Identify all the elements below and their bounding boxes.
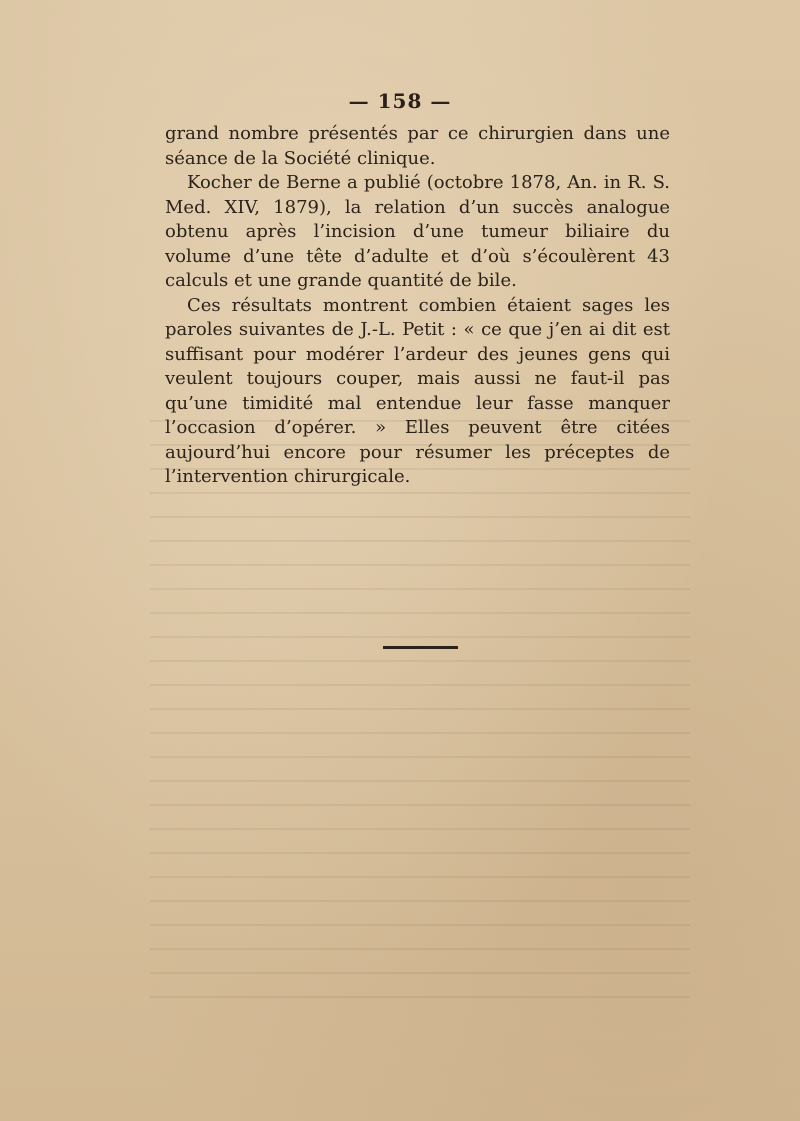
bleed-through-shadow: [150, 420, 690, 1020]
section-end-rule: [383, 646, 458, 649]
paragraph-petit: Ces résultats montrent combien étaient sages les paroles suivantes de J.-L. Petit : « ce que j’en ai dit est suffisant pour modérer l’ardeur des jeunes gens qui veulent toujours couper, mais aussi ne faut-il pas qu’une timidité mal entendue leur fasse manquer l’occasion d’opérer. » Elles peuvent être citées aujourd’hui encore pour résumer les préceptes de l’intervention chirurgicale.: [165, 294, 670, 487]
body-text: [165, 122, 670, 490]
page-number: — 158 —: [348, 89, 452, 113]
paragraph-continuation: grand nombre présentés par ce chirurgien dans une séance de la Société clinique.: [165, 123, 670, 169]
paragraph-kocher: Kocher de Berne a publié (octobre 1878, An. in R. S. Med. XIV, 1879), la relation d’un succès analogue obtenu après l’incision d’une tumeur biliaire du volume d’une tête d’adulte et d’où s’écoulèrent 43 calculs et une grande quantité de bile.: [165, 172, 670, 291]
